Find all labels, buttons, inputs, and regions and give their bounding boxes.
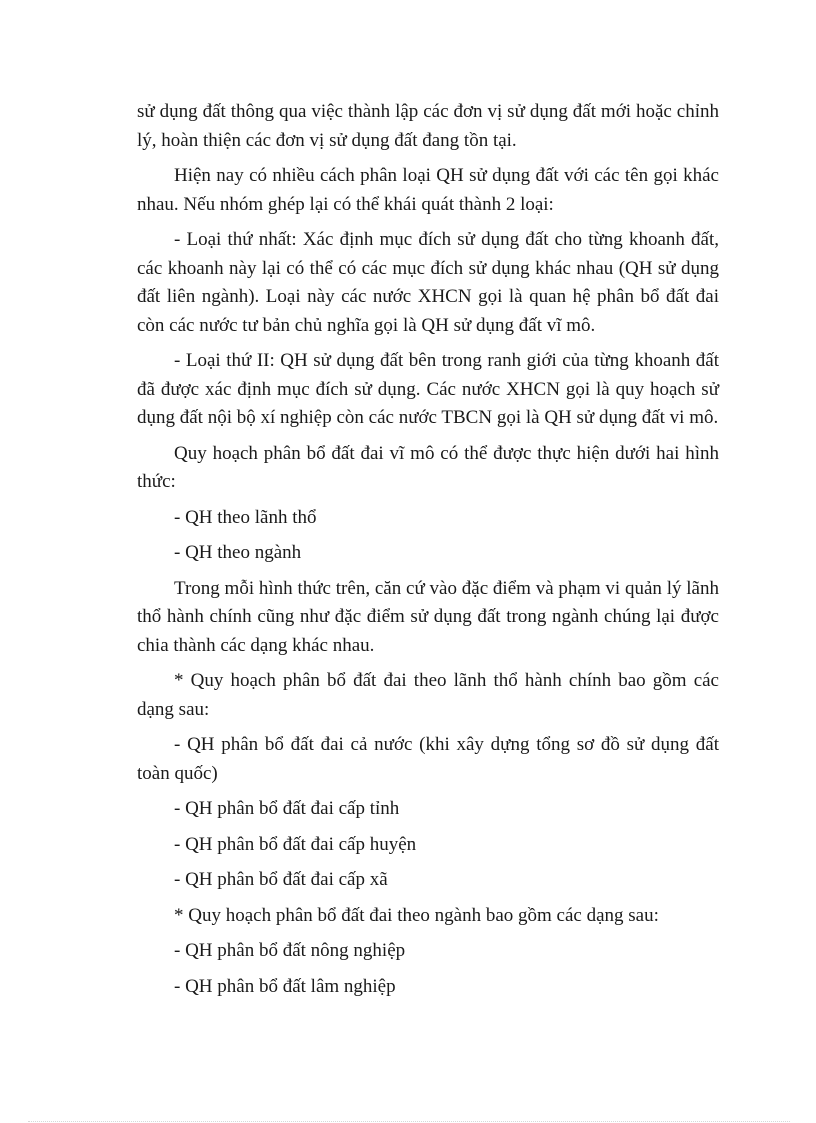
document-body <box>137 98 719 1001</box>
list-item-agricultural: - QH phân bổ đất nông nghiệp <box>174 940 406 961</box>
list-item-district: - QH phân bổ đất đai cấp huyện <box>174 833 417 855</box>
paragraph-sectoral-heading: * Quy hoạch phân bổ đất đai theo ngành bao gồm các dạng sau: <box>174 904 659 926</box>
list-item-forestry: - QH phân bổ đất lâm nghiệp <box>174 975 396 997</box>
paragraph-forms-detail: Trong mỗi hình thức trên, căn cứ vào đặc điểm và phạm vi quản lý lãnh thổ hành chính cũng như đặc điểm sử dụng đất trong ngành chúng lại được chia thành các dạng khác nhau. <box>137 577 719 656</box>
paragraph-classification-intro: Hiện nay có nhiều cách phân loại QH sử dụng đất với các tên gọi khác nhau. Nếu nhóm ghép lại có thể khái quát thành 2 loại: <box>137 165 719 215</box>
paragraph-administrative-heading: * Quy hoạch phân bổ đất đai theo lãnh thổ hành chính bao gồm các dạng sau: <box>137 670 719 720</box>
list-item-territorial: - QH theo lãnh thổ <box>174 506 317 528</box>
list-item-province: - QH phân bổ đất đai cấp tỉnh <box>174 798 400 819</box>
page-bottom-divider <box>28 1121 790 1122</box>
paragraph-type-one: - Loại thứ nhất: Xác định mục đích sử dụng đất cho từng khoanh đất, các khoanh này lại có thể có các mục đích sử dụng khác nhau (QH sử dụng đất liên ngành). Loại này các nước XHCN gọi là quan hệ phân bổ đất đai còn các nước tư bản chủ nghĩa gọi là QH sử dụng đất vĩ mô. <box>137 229 719 336</box>
list-item-national: - QH phân bổ đất đai cả nước (khi xây dựng tổng sơ đồ sử dụng đất toàn quốc) <box>137 734 719 784</box>
list-item-sectoral: - QH theo ngành <box>174 542 302 563</box>
paragraph-type-two: - Loại thứ II: QH sử dụng đất bên trong ranh giới của từng khoanh đất đã được xác định mục đích sử dụng. Các nước XHCN gọi là quy hoạch sử dụng đất nội bộ xí nghiệp còn các nước TBCN gọi là QH sử dụng đất vi mô. <box>137 350 719 428</box>
paragraph-macro-forms: Quy hoạch phân bổ đất đai vĩ mô có thể được thực hiện dưới hai hình thức: <box>137 442 719 492</box>
paragraph-continuation: sử dụng đất thông qua việc thành lập các đơn vị sử dụng đất mới hoặc chỉnh lý, hoàn thiện các đơn vị sử dụng đất đang tồn tại. <box>137 101 719 151</box>
list-item-commune: - QH phân bổ đất đai cấp xã <box>174 869 388 890</box>
